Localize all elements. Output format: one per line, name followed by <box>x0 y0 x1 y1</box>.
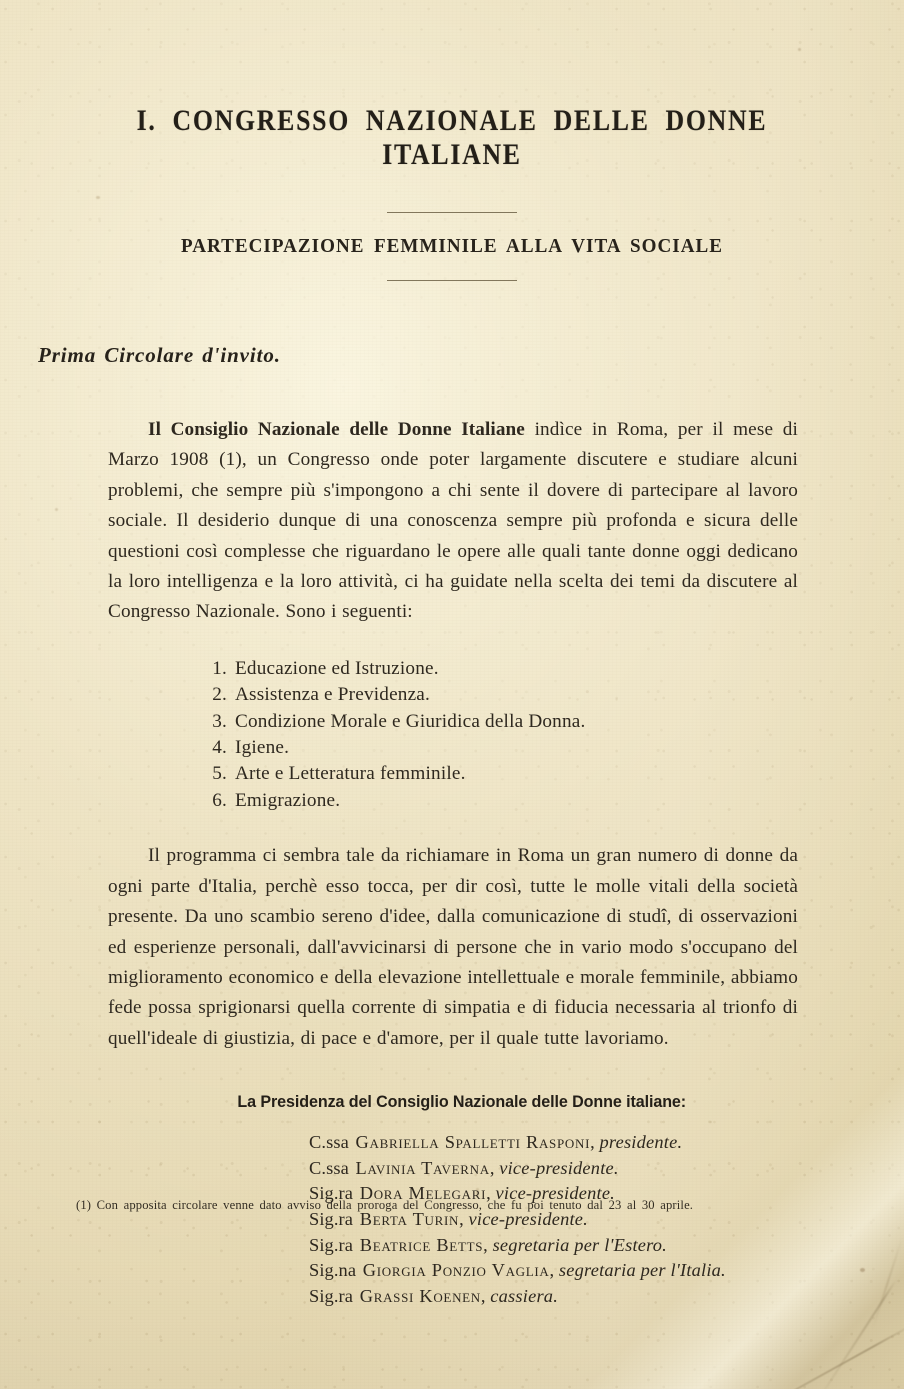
footnote <box>40 1196 864 1214</box>
list-item-number: 4. <box>212 737 227 759</box>
list-item-number: 3. <box>212 710 227 732</box>
signatory-honorific: Sig.ra <box>309 1208 354 1229</box>
signatory-role: segretaria per l'Estero. <box>492 1234 667 1255</box>
list-item <box>309 1156 798 1182</box>
signatory-separator: , <box>480 1285 486 1306</box>
body-text-block <box>106 415 798 1309</box>
signatory-separator: , <box>483 1234 488 1255</box>
list-item <box>309 1130 798 1156</box>
paragraph-second: Il programma ci sembra tale da richiamare in Roma un gran numero di donne da ogni parte d'Italia, perchè esso tocca, per dir così, tutte le molle vitali della società presente. Da uno scambio sereno d'idee, dalla comunicazione di studî, di osservazioni ed esperienze personali, dall'avvicinarsi di persone che in vario modo s'occupano del miglioramento economico e della elevazione intellettuale e morale femminile, abbiamo fede possa sprigionarsi quella corrente di simpatia e di fiducia necessaria al trionfo di quell'ideale di giustizia, di pace e d'amore, per il quale tutte lavoriamo. <box>108 845 798 1049</box>
signatory-honorific: C.ssa <box>309 1132 349 1153</box>
signatory-name: Grassi Koenen <box>359 1285 481 1306</box>
divider-rule-bottom <box>387 280 517 281</box>
list-item-label: Arte e Letteratura femminile. <box>235 763 466 785</box>
signatory-role: vice-presidente. <box>499 1157 619 1178</box>
signatory-separator: , <box>459 1208 464 1229</box>
divider-rule-top <box>387 212 517 213</box>
signatory-honorific: Sig.ra <box>309 1234 354 1255</box>
page-title: I. CONGRESSO NAZIONALE DELLE DONNE ITALIANE <box>136 104 768 171</box>
signatories-list <box>108 1130 798 1309</box>
paragraph-first <box>108 415 798 628</box>
signatory-role: cassiera. <box>490 1285 558 1306</box>
signatory-name: Lavinia Taverna <box>355 1157 490 1178</box>
paragraph-first-rest: indìce in Roma, per il mese di Marzo 1908 (1), un Congresso onde poter largamente discutere e studiare alcuni problemi, che sempre più s'impongono a chi sente il dovere di partecipare al lavoro sociale. Il desiderio dunque di una conoscenza sempre più profonda e sicura delle questioni così complesse che riguardano le opere alle quali tante donne oggi dedicano la loro intelligenza e la loro attività, ci ha guidate nella scelta dei temi da discutere al Congresso Nazionale. Sono i seguenti: <box>108 419 798 623</box>
list-item-label: Assistenza e Previdenza. <box>235 684 431 706</box>
signatory-honorific: Sig.ra <box>309 1183 354 1204</box>
list-item-number: 2. <box>212 684 227 706</box>
list-item <box>204 735 798 761</box>
topics-list <box>108 656 798 814</box>
paper-crease-line <box>712 1323 904 1389</box>
signatory-name: Dora Melegari <box>359 1183 487 1204</box>
signatory-role: presidente. <box>599 1132 683 1153</box>
signatory-name: Giorgia Ponzio Vaglia <box>362 1260 550 1281</box>
signatory-separator: , <box>549 1260 555 1281</box>
circular-heading: Prima Circolare d'invito. <box>38 343 281 367</box>
signatory-name: Beatrice Betts <box>359 1234 484 1255</box>
list-item-number: 6. <box>212 789 227 811</box>
signatory-role: vice-presidente. <box>468 1208 588 1229</box>
presidency-title: La Presidenza del Consiglio Nazionale delle Donne italiane: <box>237 1092 687 1112</box>
signatory-honorific: Sig.ra <box>309 1285 354 1306</box>
list-item <box>204 709 798 735</box>
list-item <box>204 788 798 814</box>
signatory-separator: , <box>486 1183 491 1204</box>
list-item-label: Igiene. <box>235 737 290 759</box>
list-item-label: Emigrazione. <box>235 789 341 811</box>
signatory-separator: , <box>489 1157 495 1178</box>
footnote-text: (1) Con apposita circolare venne dato avviso della proroga del Congresso, che fu poi tenuto dal 23 al 30 aprile. <box>76 1198 694 1212</box>
signatory-honorific: Sig.na <box>309 1260 357 1281</box>
signatory-role: segretaria per l'Italia. <box>558 1260 726 1281</box>
list-item-number: 5. <box>212 763 227 785</box>
list-item <box>204 656 798 682</box>
list-item-number: 1. <box>212 657 227 679</box>
signatory-separator: , <box>590 1132 595 1153</box>
list-item <box>204 682 798 708</box>
list-item <box>309 1284 798 1310</box>
list-item <box>204 761 798 787</box>
list-item-label: Educazione ed Istruzione. <box>235 657 439 679</box>
list-item-label: Condizione Morale e Giuridica della Donna. <box>235 710 586 732</box>
list-item <box>309 1258 798 1284</box>
page-subtitle: PARTECIPAZIONE FEMMINILE ALLA VITA SOCIALE <box>180 235 724 257</box>
list-item <box>309 1233 798 1259</box>
signatory-name: Gabriella Spalletti Rasponi <box>355 1132 591 1153</box>
signatory-name: Berta Turin <box>359 1208 460 1229</box>
signatory-honorific: C.ssa <box>309 1157 349 1178</box>
council-name-bold: Il Consiglio Nazionale delle Donne Italiane <box>148 419 525 440</box>
signatory-role: vice-presidente. <box>495 1183 615 1204</box>
